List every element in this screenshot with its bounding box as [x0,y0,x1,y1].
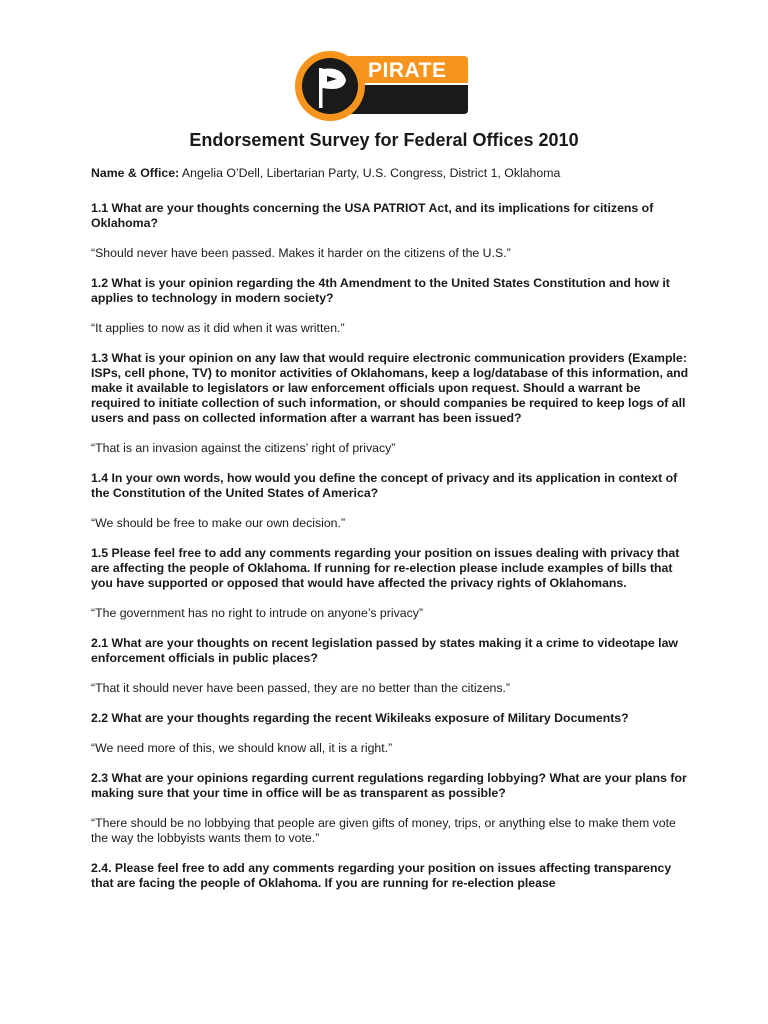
logo-text-party: PARTY [378,87,451,110]
answer-2-2: “We need more of this, we should know all, it is a right.” [91,741,393,755]
question-1-2: 1.2 What is your opinion regarding the 4th Amendment to the United States Constitution and how it applies to technology in modern society? [91,276,670,305]
question-1-1: 1.1 What are your thoughts concerning the USA PATRIOT Act, and its implications for citizens of Oklahoma? [91,201,654,230]
question-2-4: 2.4. Please feel free to add any comments regarding your position on issues affecting transparency that are facing the people of Oklahoma. If you are running for re-election please [91,861,672,890]
name-office-value: Angelia O’Dell, Libertarian Party, U.S. Congress, District 1, Oklahoma [181,166,561,180]
question-1-3: 1.3 What is your opinion on any law that would require electronic communication providers (Example: ISPs, cell phone, TV) to monitor activities of Oklahomans, keep a log/database of this information, and make it available to legislators or law enforcement officials upon request. Should a warrant be required to initiate collection of such information, or should companies be required to keep logs of all users and pass on collected information after a warrant has been issued? [91,351,689,425]
answer-1-1: “Should never have been passed. Makes it harder on the citizens of the U.S.” [91,246,511,260]
logo-text-pirate: PIRATE [368,59,447,82]
survey-content [91,166,691,906]
document-title: Endorsement Survey for Federal Offices 2010 [189,130,579,150]
question-2-1: 2.1 What are your thoughts on recent legislation passed by states making it a crime to videotape law enforcement officials in public places? [91,636,678,665]
pirate-party-logo [294,50,470,122]
question-1-5: 1.5 Please feel free to add any comments regarding your position on issues dealing with privacy that are affecting the people of Oklahoma. If running for re-election please include examples of bills that you have supported or opposed that would have affected the privacy rights of Oklahomans. [91,546,680,590]
question-1-4: 1.4 In your own words, how would you define the concept of privacy and its application in context of the Constitution of the United States of America? [91,471,678,500]
answer-1-5: “The government has no right to intrude on anyone’s privacy” [91,606,423,620]
name-office-line [91,166,691,181]
answer-1-2: “It applies to now as it did when it was written.” [91,321,345,335]
answer-1-4: “We should be free to make our own decision.” [91,516,346,530]
question-2-2: 2.2 What are your thoughts regarding the recent Wikileaks exposure of Military Documents? [91,711,629,725]
answer-2-3: “There should be no lobbying that people are given gifts of money, trips, or anything else to make them vote the way the lobbyists wants them to vote.” [91,816,676,845]
name-office-label: Name & Office: [91,166,180,180]
answer-2-1: “That it should never have been passed, they are no better than the citizens.” [91,681,511,695]
question-2-3: 2.3 What are your opinions regarding current regulations regarding lobbying? What are your plans for making sure that your time in office will be as transparent as possible? [91,771,687,800]
answer-1-3: “That is an invasion against the citizens’ right of privacy” [91,441,396,455]
